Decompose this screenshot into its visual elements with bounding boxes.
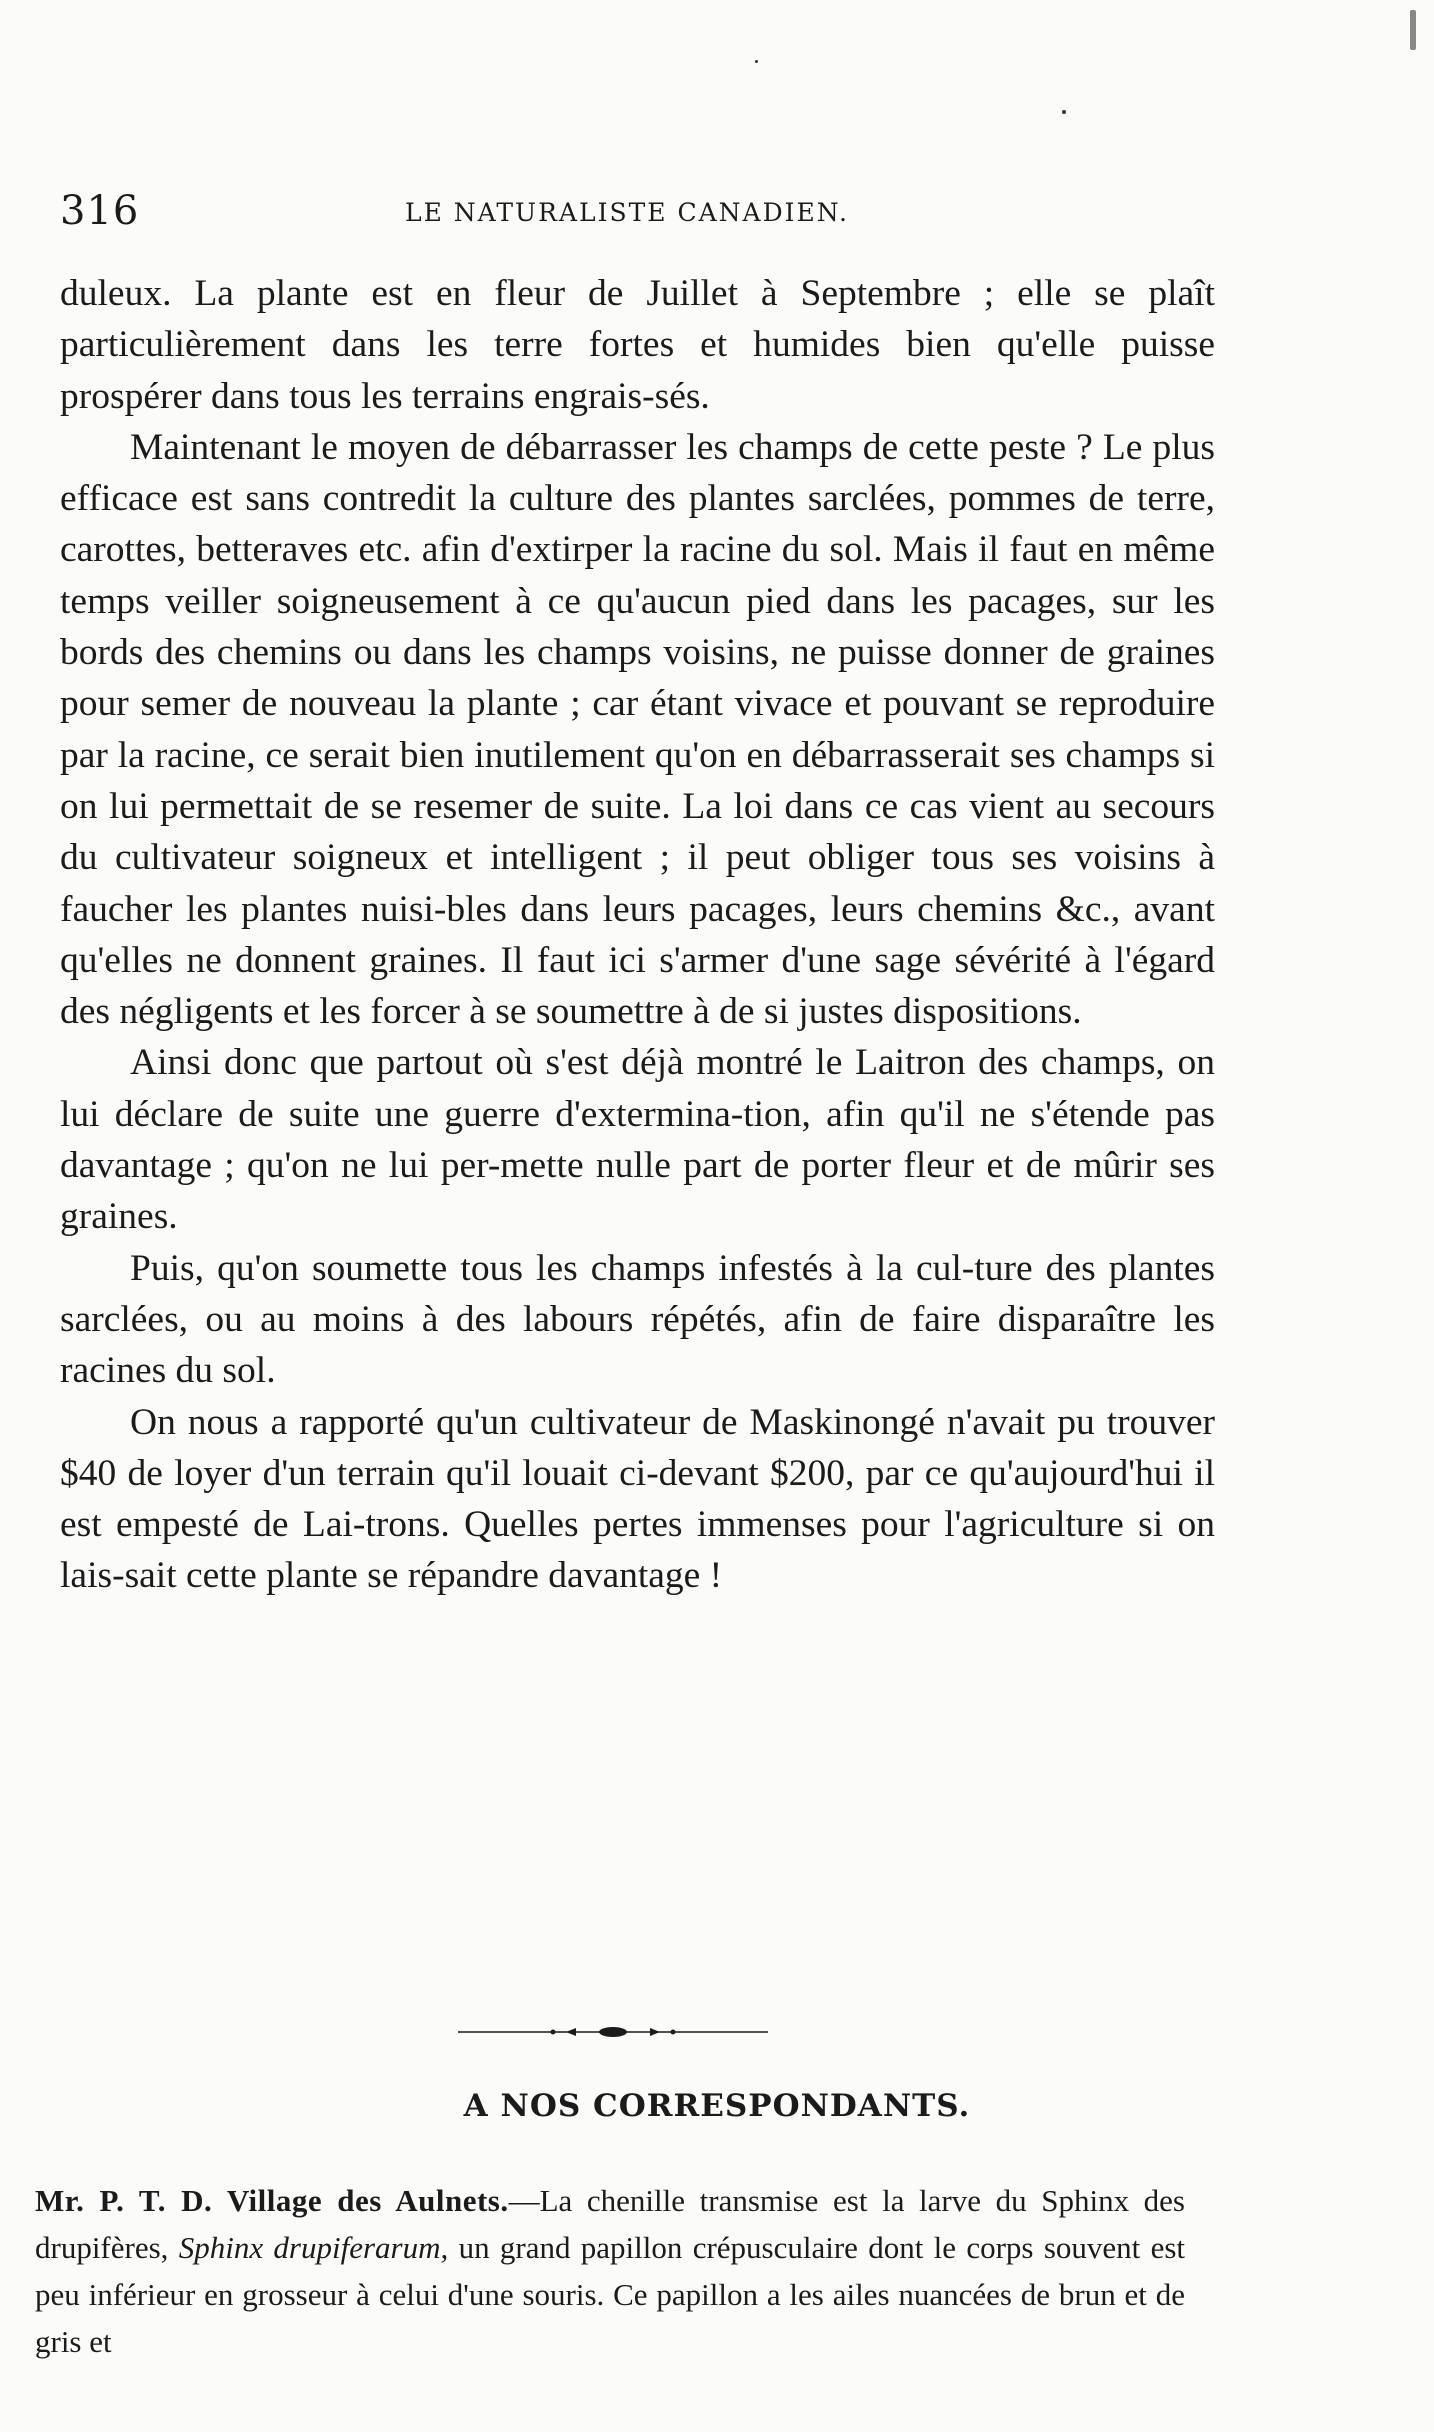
journal-title: LE NATURALISTE CANADIEN. [405, 198, 849, 227]
text-segment: —La chenille transmise est la larve du Sphinx des drupifères, [35, 2183, 1185, 2265]
text-segment: un grand papillon crépusculaire dont le corps souvent est peu inférieur en grosseur à celui d'une souris. Ce papillon a les ailes nuancées de brun et de gris et [35, 2230, 1186, 2359]
paragraph: On nous a rapporté qu'un cultivateur de Maskinongé n'avait pu trouver $40 de loyer d'un terrain qu'il louait ci-devant $200, par ce qu'aujourd'hui il est empesté de Lai-trons. Quelles pertes immenses pour l'agriculture si on lais-sait cette plante se répandre davantage ! [60, 1401, 1215, 1597]
paragraph: Maintenant le moyen de débarrasser les champs de cette peste ? Le plus efficace est sans contredit la culture des plantes sarclées, pommes de terre, carottes, betteraves etc. afin d'extirper la racine du sol. Mais il faut en même temps veiller soigneusement à ce qu'aucun pied dans les pacages, sur les bords des chemins ou dans les champs voisins, ne puisse donner de graines pour semer de nouveau la plante ; car étant vivace et pouvant se reproduire par la racine, ce serait bien inutilement qu'on en débarrasserait ses champs si on lui permettait de se resemer de suite. La loi dans ce cas vient au secours du cultivateur soigneux et intelligent ; il peut obliger tous ses voisins à faucher les plantes nuisi-bles dans leurs pacages, leurs chemins &c., avant qu'elles ne donnent graines. Il faut ici s'armer d'une sage sévérité à l'égard des négligents et les forcer à se soumettre à de si justes dispositions. [60, 426, 1215, 1033]
page-number: 316 [60, 188, 140, 234]
ornamental-divider [458, 2026, 768, 2038]
paragraph: duleux. La plante est en fleur de Juillet à Septembre ; elle se plaît particulièrement dans les terre fortes et humides bien qu'elle puisse prospérer dans tous les terrains engrais-sés. [60, 273, 1215, 417]
section-heading: A NOS CORRESPONDANTS. [463, 2088, 971, 2124]
correspondent-name: Mr. P. T. D. Village des Aulnets. [35, 2183, 509, 2218]
article-body [60, 268, 1215, 1602]
species-name: Sphinx drupiferarum, [178, 2230, 449, 2265]
paragraph: Puis, qu'on soumette tous les champs infestés à la cul-ture des plantes sarclées, ou au moins à des labours répétés, afin de faire disparaître les racines du sol. [60, 1247, 1215, 1392]
correspondence-paragraph [35, 2177, 1185, 2365]
paragraph: Ainsi donc que partout où s'est déjà montré le Laitron des champs, on lui déclare de suite une guerre d'extermina-tion, afin qu'il ne s'étende pas davantage ; qu'on ne lui per-mette nulle part de porter fleur et de mûrir ses graines. [60, 1042, 1215, 1238]
